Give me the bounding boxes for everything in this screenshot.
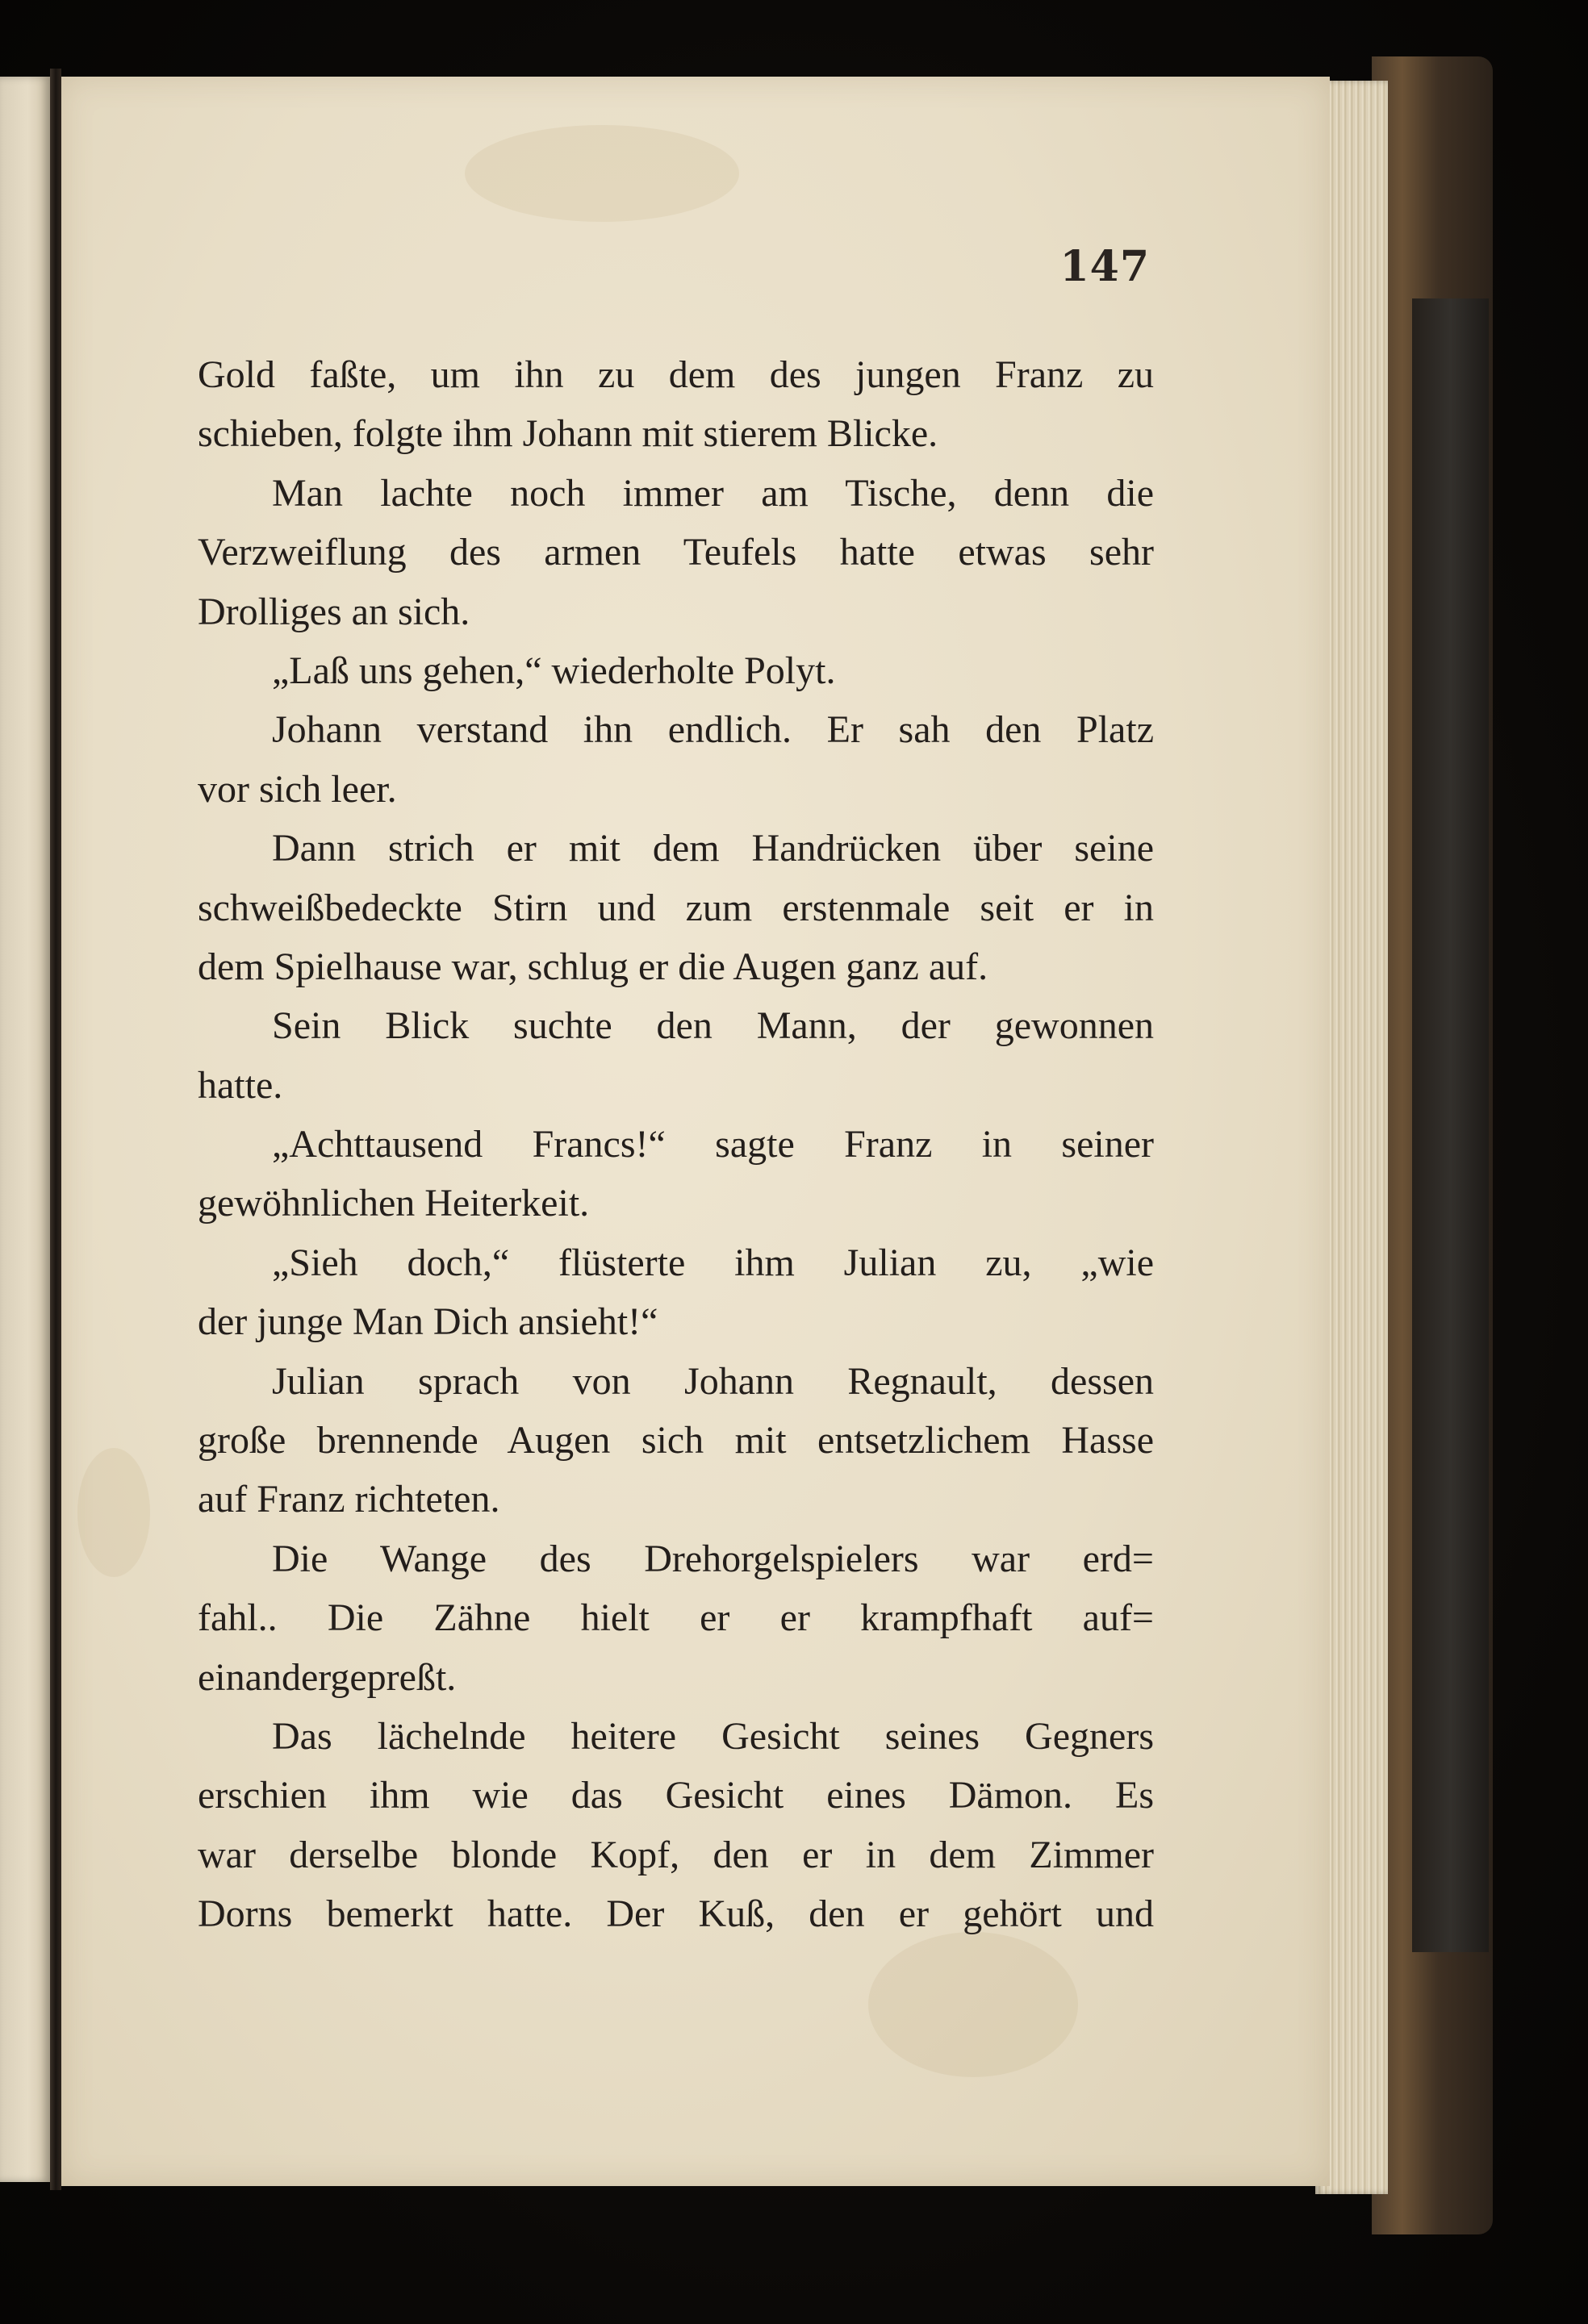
paper-stain (77, 1448, 150, 1577)
text-line: dem Spielhause war, schlug er die Augen ganz auf. (198, 945, 988, 988)
text-line: der junge Man Dich ansieht!“ (198, 1300, 658, 1344)
text-line: vor sich leer. (198, 767, 397, 811)
text-line: Sein Blick suchte den Mann, der gewonnen (272, 1004, 1154, 1048)
text-line: Verzweiflung des armen Teufels hatte etwas sehr (198, 531, 1154, 574)
text-line: hatte. (198, 1063, 283, 1107)
body-text (198, 345, 1154, 1944)
text-line: „Laß uns gehen,“ wiederholte Polyt. (272, 649, 836, 692)
text-line: fahl.. Die Zähne hielt er er krampfhaft auf= (198, 1596, 1154, 1640)
text-line: Johann verstand ihn endlich. Er sah den Platz (272, 708, 1154, 752)
book-cover-edge (1372, 56, 1493, 2234)
text-line: große brennende Augen sich mit entsetzlichem Hasse (198, 1419, 1154, 1462)
paper-stain (868, 1932, 1078, 2077)
text-line: „Sieh doch,“ flüsterte ihm Julian zu, „wie (272, 1241, 1154, 1284)
text-line: schieben, folgte ihm Johann mit stierem Blicke. (198, 412, 938, 456)
text-line: einandergepreßt. (198, 1655, 457, 1699)
leather-spine-strip (1412, 298, 1489, 1952)
text-line: Dorns bemerkt hatte. Der Kuß, den er gehört und (198, 1892, 1154, 1936)
text-line: Drolliges an sich. (198, 590, 470, 633)
text-line: Gold faßte, um ihn zu dem des jungen Franz zu (198, 353, 1154, 396)
text-line: gewöhnlichen Heiterkeit. (198, 1182, 590, 1225)
text-line: auf Franz richteten. (198, 1478, 500, 1521)
text-line: Julian sprach von Johann Regnault, dessen (272, 1359, 1154, 1403)
text-line: Dann strich er mit dem Handrücken über seine (272, 827, 1154, 870)
facing-page-edge (0, 77, 50, 2182)
text-line: Das lächelnde heitere Gesicht seines Gegners (272, 1714, 1154, 1758)
text-line: Man lachte noch immer am Tische, denn die (272, 471, 1154, 515)
book-gutter (50, 69, 61, 2190)
page-number: 147 (1059, 242, 1150, 291)
paper-stain (465, 125, 739, 222)
text-line: erschien ihm wie das Gesicht eines Dämon. Es (198, 1774, 1154, 1817)
text-line: war derselbe blonde Kopf, den er in dem Zimmer (198, 1833, 1154, 1876)
text-line: „Achttausend Francs!“ sagte Franz in seiner (272, 1123, 1154, 1166)
text-line: Die Wange des Drehorgelspielers war erd= (272, 1537, 1154, 1580)
text-line: schweißbedeckte Stirn und zum erstenmale seit er in (198, 886, 1154, 929)
